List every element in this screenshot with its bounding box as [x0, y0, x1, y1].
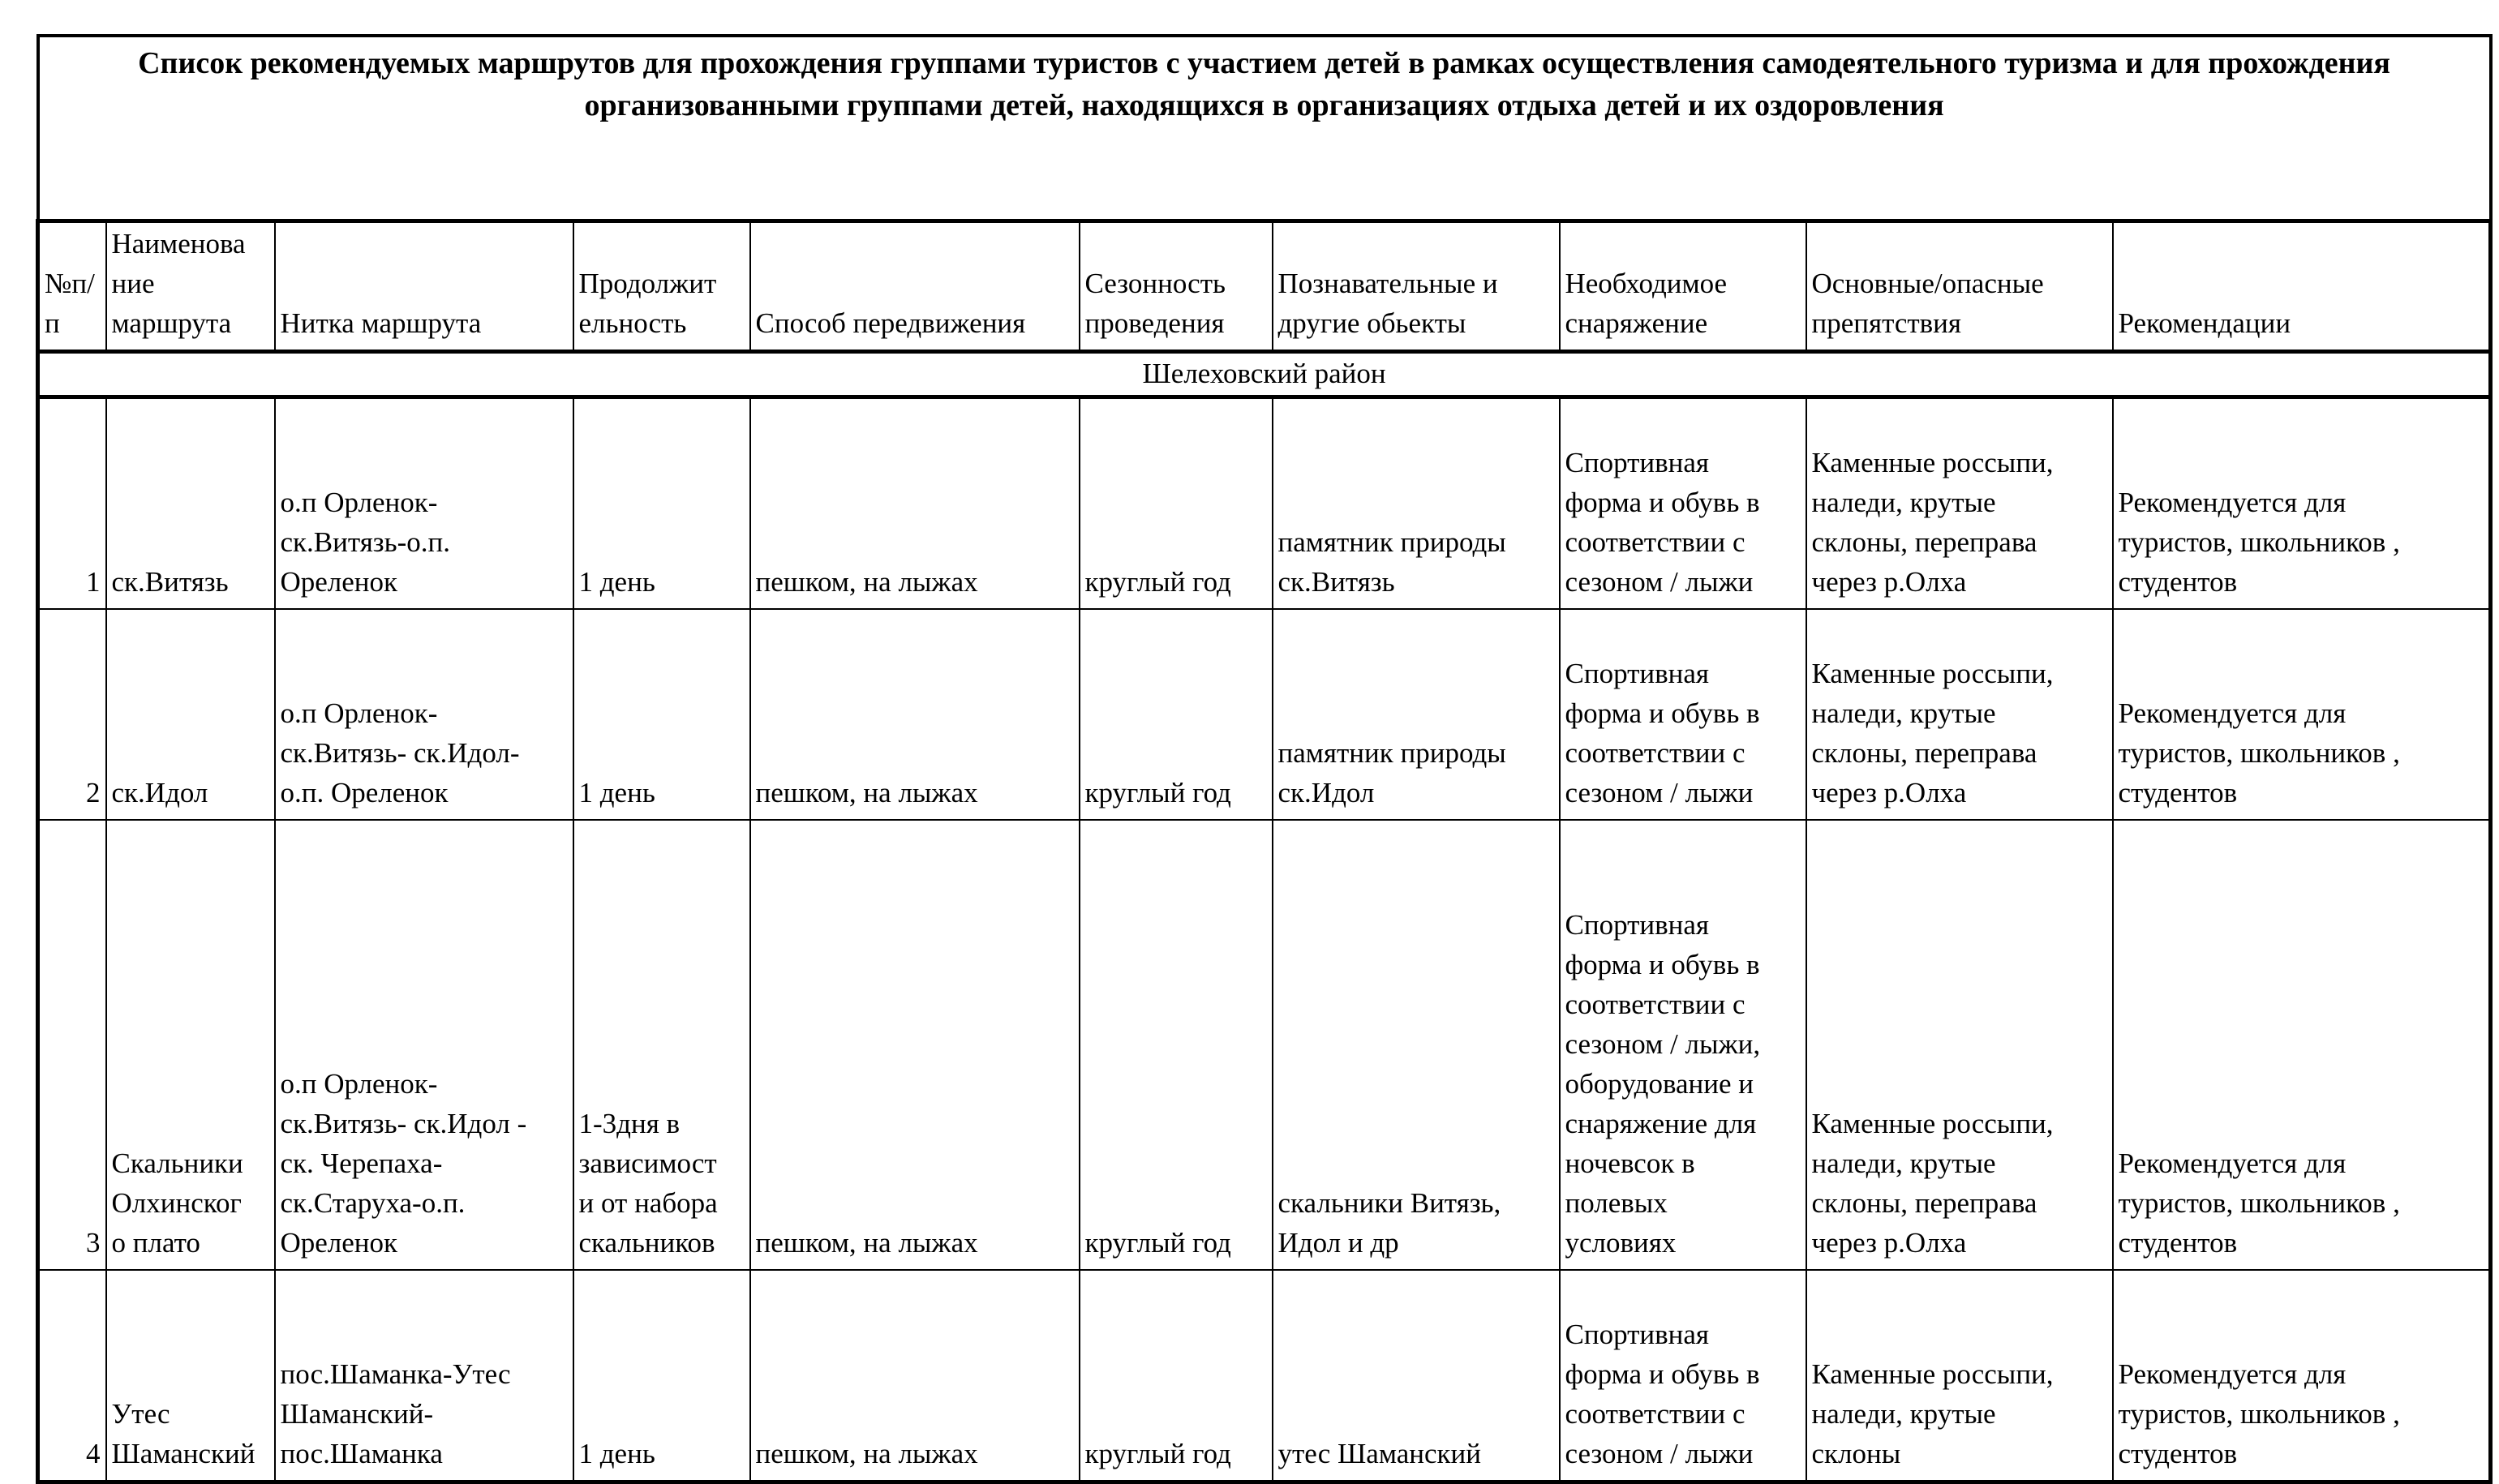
- cell-name: ск.Идол: [106, 609, 275, 820]
- cell-equipment: Спортивная форма и обувь в соответствии с сезоном / лыжи: [1560, 397, 1806, 610]
- document-title: Список рекомендуемых маршрутов для прохождения группами туристов с участием детей в рамках осуществления самодеятельного туризма и для прохождения организованными группами детей, находящихся в организациях отдыха детей и их оздоровления: [38, 36, 2491, 221]
- cell-equipment: Спортивная форма и обувь в соответствии с сезоном / лыжи, оборудование и снаряжение для ночевсок в полевых условиях: [1560, 820, 1806, 1270]
- cell-objects: памятник природы ск.Идол: [1273, 609, 1560, 820]
- cell-number: 4: [38, 1270, 106, 1482]
- cell-recommendations: Рекомендуется для туристов, школьников , студентов: [2113, 397, 2491, 610]
- cell-season: круглый год: [1080, 1270, 1273, 1482]
- col-header-route: Нитка маршрута: [275, 221, 573, 352]
- cell-route: о.п Орленок- ск.Витязь- ск.Идол - ск. Черепаха- ск.Старуха-о.п. Ореленок: [275, 820, 573, 1270]
- col-header-name: Наименова ние маршрута: [106, 221, 275, 352]
- cell-transport: пешком, на лыжах: [750, 820, 1080, 1270]
- section-title: Шелеховский район: [38, 352, 2491, 397]
- header-row: [38, 221, 2491, 352]
- title-row: [38, 36, 2491, 221]
- cell-objects: памятник природы ск.Витязь: [1273, 397, 1560, 610]
- cell-name: Утес Шаманский: [106, 1270, 275, 1482]
- cell-duration: 1 день: [573, 397, 750, 610]
- cell-number: 2: [38, 609, 106, 820]
- cell-name: Скальники Олхинског о плато: [106, 820, 275, 1270]
- cell-transport: пешком, на лыжах: [750, 1270, 1080, 1482]
- cell-equipment: Спортивная форма и обувь в соответствии с сезоном / лыжи: [1560, 609, 1806, 820]
- routes-table: [36, 34, 2493, 1484]
- cell-route: о.п Орленок- ск.Витязь-о.п. Ореленок: [275, 397, 573, 610]
- routes-sheet: [36, 34, 2488, 1484]
- col-header-number: №п/ п: [38, 221, 106, 352]
- cell-obstacles: Каменные россыпи, наледи, крутые склоны, переправа через р.Олха: [1806, 609, 2113, 820]
- col-header-objects: Познавательные и другие обьекты: [1273, 221, 1560, 352]
- cell-recommendations: Рекомендуется для туристов, школьников , студентов: [2113, 820, 2491, 1270]
- cell-number: 1: [38, 397, 106, 610]
- table-row: [38, 397, 2491, 610]
- cell-season: круглый год: [1080, 820, 1273, 1270]
- table-row: [38, 609, 2491, 820]
- col-header-duration: Продолжит ельность: [573, 221, 750, 352]
- cell-recommendations: Рекомендуется для туристов, школьников , студентов: [2113, 609, 2491, 820]
- cell-obstacles: Каменные россыпи, наледи, крутые склоны, переправа через р.Олха: [1806, 820, 2113, 1270]
- cell-equipment: Спортивная форма и обувь в соответствии с сезоном / лыжи: [1560, 1270, 1806, 1482]
- section-row: [38, 352, 2491, 397]
- cell-season: круглый год: [1080, 397, 1273, 610]
- cell-number: 3: [38, 820, 106, 1270]
- cell-objects: скальники Витязь, Идол и др: [1273, 820, 1560, 1270]
- cell-objects: утес Шаманский: [1273, 1270, 1560, 1482]
- col-header-season: Сезонность проведения: [1080, 221, 1273, 352]
- cell-season: круглый год: [1080, 609, 1273, 820]
- cell-obstacles: Каменные россыпи, наледи, крутые склоны, переправа через р.Олха: [1806, 397, 2113, 610]
- col-header-equipment: Необходимое снаряжение: [1560, 221, 1806, 352]
- col-header-obstacles: Основные/опасные препятствия: [1806, 221, 2113, 352]
- table-row: [38, 1270, 2491, 1482]
- cell-transport: пешком, на лыжах: [750, 397, 1080, 610]
- cell-route: пос.Шаманка-Утес Шаманский- пос.Шаманка: [275, 1270, 573, 1482]
- cell-duration: 1-3дня в зависимост и от набора скальников: [573, 820, 750, 1270]
- cell-transport: пешком, на лыжах: [750, 609, 1080, 820]
- cell-duration: 1 день: [573, 1270, 750, 1482]
- table-row: [38, 820, 2491, 1270]
- col-header-transport: Способ передвижения: [750, 221, 1080, 352]
- col-header-recommendations: Рекомендации: [2113, 221, 2491, 352]
- cell-name: ск.Витязь: [106, 397, 275, 610]
- cell-route: о.п Орленок- ск.Витязь- ск.Идол- о.п. Ореленок: [275, 609, 573, 820]
- cell-duration: 1 день: [573, 609, 750, 820]
- cell-recommendations: Рекомендуется для туристов, школьников , студентов: [2113, 1270, 2491, 1482]
- cell-obstacles: Каменные россыпи, наледи, крутые склоны: [1806, 1270, 2113, 1482]
